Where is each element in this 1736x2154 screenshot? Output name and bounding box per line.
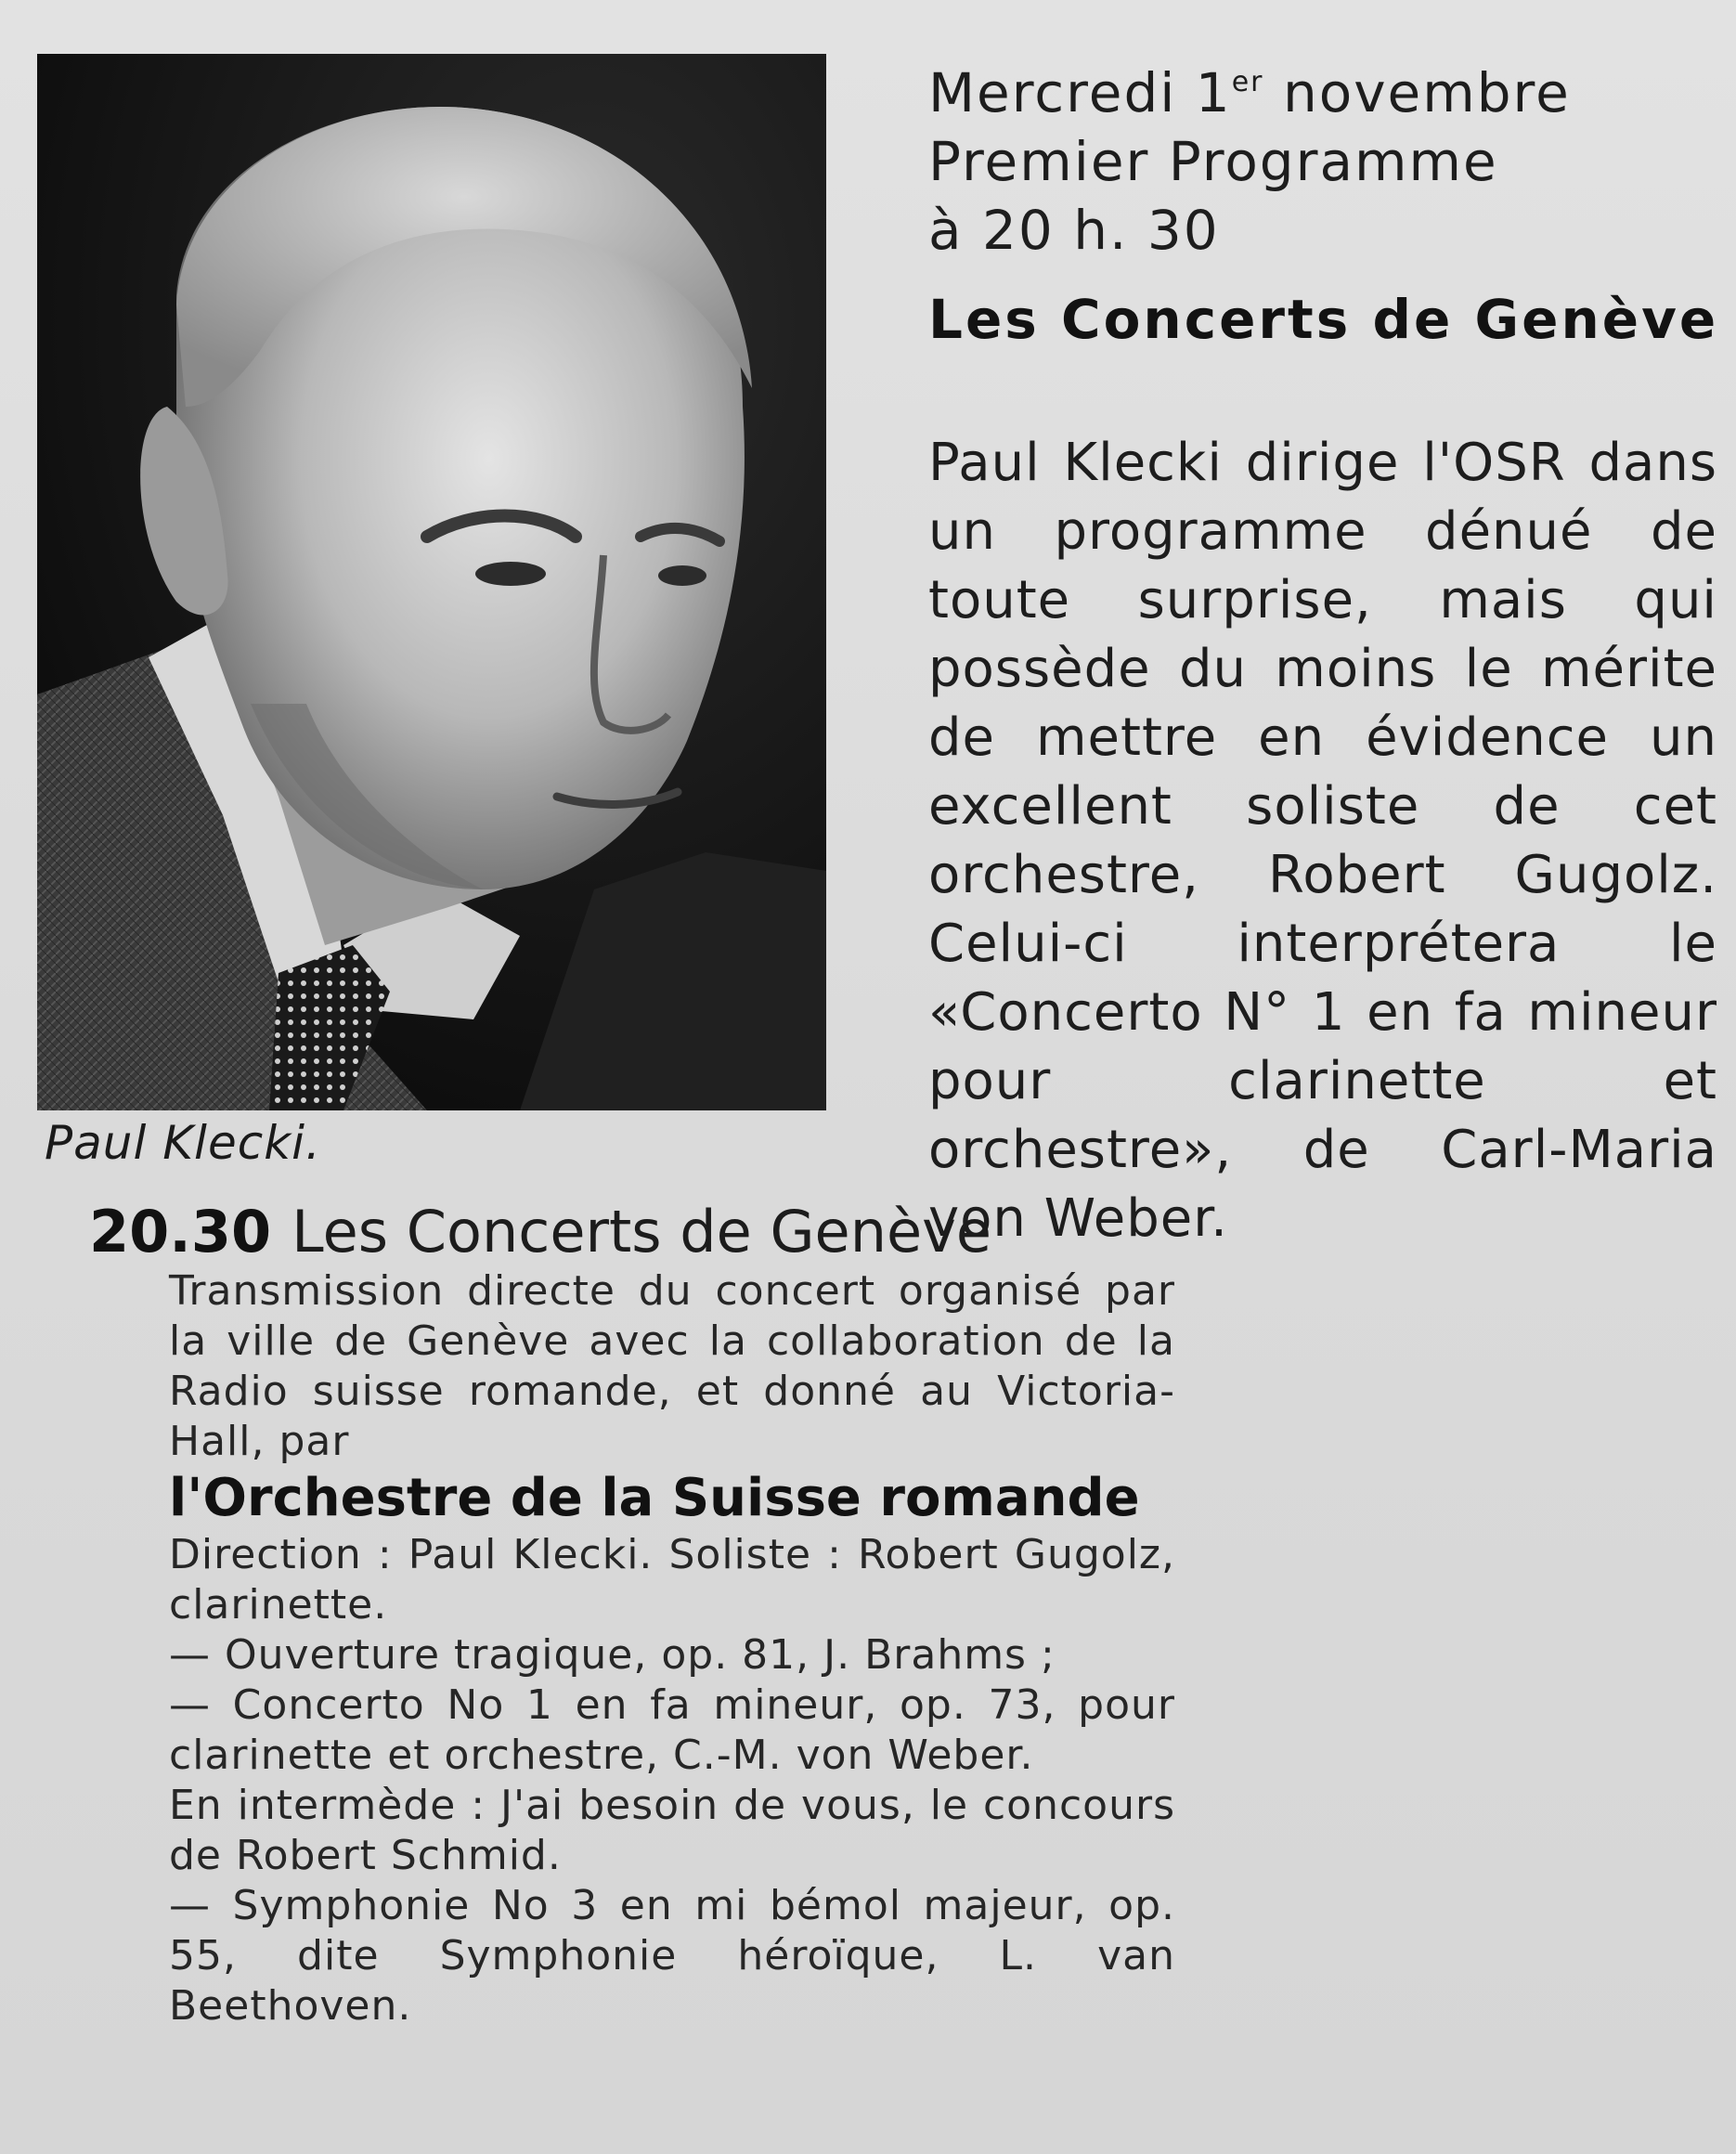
- listing-time: 20.30: [89, 1198, 272, 1265]
- program-item: — Concerto No 1 en fa mineur, op. 73, pour clarinette et orchestre, C.-M. von Weber.: [169, 1681, 1175, 1779]
- program-item: En intermède : J'ai besoin de vous, le concours de Robert Schmid.: [169, 1782, 1175, 1879]
- section-title: Les Concerts de Genève: [928, 288, 1719, 351]
- broadcast-date: Mercredi 1er novembre: [928, 61, 1571, 124]
- portrait-illustration: [37, 54, 826, 1110]
- broadcast-time: à 20 h. 30: [928, 199, 1220, 262]
- listing-direction: Direction : Paul Klecki. Soliste : Robert Gugolz, clarinette.: [169, 1531, 1175, 1628]
- listing-title: Les Concerts de Genève: [291, 1198, 991, 1265]
- photo-caption: Paul Klecki.: [45, 1116, 321, 1170]
- concert-description: Paul Klecki dirige l'OSR dans un programme dénué de toute surprise, mais qui possède du moins le mérite de mettre en évidence un excellent soliste de cet orchestre, Robert Gugolz. Celui-ci interprétera le «Concerto N° 1 en fa mineur pour clarinette et orchestre», de Carl-Maria von Weber.: [928, 433, 1717, 1249]
- program-item: — Ouverture tragique, op. 81, J. Brahms ;: [169, 1631, 1056, 1679]
- broadcast-program: Premier Programme: [928, 130, 1498, 193]
- program-item: — Symphonie No 3 en mi bémol majeur, op. 55, dite Symphonie héroïque, L. van Beethoven.: [169, 1882, 1175, 2030]
- portrait-photo: [37, 54, 826, 1110]
- listing-headline: [89, 1198, 1175, 1266]
- listing-body: [169, 1266, 1175, 2031]
- programme-listing: [89, 1198, 1175, 2031]
- broadcast-header: [928, 48, 1727, 265]
- listing-intro: Transmission directe du concert organisé par la ville de Genève avec la collaboration de la Radio suisse romande, et donné au Victoria-Hall, par: [169, 1267, 1175, 1465]
- orchestra-name: l'Orchestre de la Suisse romande: [169, 1468, 1140, 1528]
